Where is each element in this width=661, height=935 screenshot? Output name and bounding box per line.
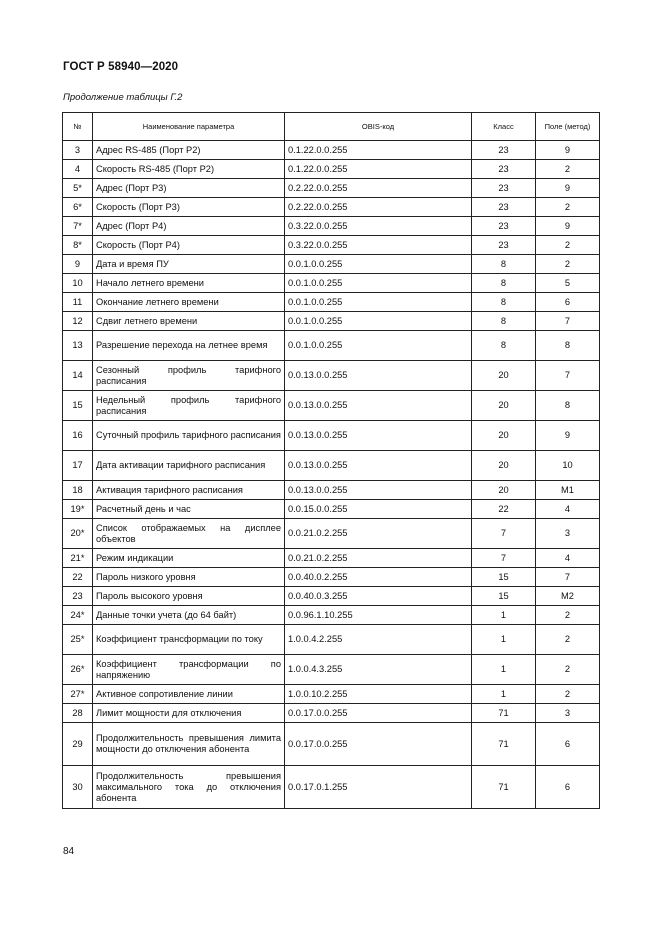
cell-obis: 0.0.15.0.0.255: [285, 500, 472, 519]
cell-obis: 0.0.40.0.2.255: [285, 568, 472, 587]
table-row: [63, 293, 600, 312]
cell-num: 23: [63, 587, 93, 606]
cell-field: 9: [536, 141, 600, 160]
cell-name: Начало летнего времени: [93, 274, 285, 293]
cell-class: 15: [472, 568, 536, 587]
table-row: [63, 587, 600, 606]
cell-field: 2: [536, 160, 600, 179]
cell-field: 7: [536, 312, 600, 331]
cell-field: M2: [536, 587, 600, 606]
cell-name: Коэффициент трансформации по току: [93, 625, 285, 655]
cell-name: Расчетный день и час: [93, 500, 285, 519]
table-row: [63, 141, 600, 160]
table-row: [63, 481, 600, 500]
header-name: Наименование параметра: [93, 113, 285, 141]
cell-obis: 0.1.22.0.0.255: [285, 141, 472, 160]
cell-name: Суточный профиль тарифного расписания: [93, 421, 285, 451]
cell-num: 22: [63, 568, 93, 587]
cell-obis: 0.2.22.0.0.255: [285, 179, 472, 198]
cell-field: 6: [536, 723, 600, 766]
cell-field: 7: [536, 568, 600, 587]
cell-num: 5*: [63, 179, 93, 198]
cell-class: 1: [472, 655, 536, 685]
cell-obis: 0.0.13.0.0.255: [285, 451, 472, 481]
cell-field: 9: [536, 217, 600, 236]
table-row: [63, 549, 600, 568]
cell-name: Разрешение перехода на летнее время: [93, 331, 285, 361]
table-row: [63, 198, 600, 217]
table-row: [63, 236, 600, 255]
cell-field: 5: [536, 274, 600, 293]
cell-num: 15: [63, 391, 93, 421]
cell-name: Сдвиг летнего времени: [93, 312, 285, 331]
cell-field: 2: [536, 606, 600, 625]
cell-num: 20*: [63, 519, 93, 549]
cell-name: Пароль высокого уровня: [93, 587, 285, 606]
table-row: [63, 655, 600, 685]
cell-class: 20: [472, 481, 536, 500]
cell-name: Адрес RS-485 (Порт P2): [93, 141, 285, 160]
cell-obis: 1.0.0.4.3.255: [285, 655, 472, 685]
cell-class: 8: [472, 293, 536, 312]
cell-class: 1: [472, 625, 536, 655]
cell-field: 4: [536, 549, 600, 568]
cell-obis: 0.0.21.0.2.255: [285, 519, 472, 549]
cell-class: 22: [472, 500, 536, 519]
cell-name: Режим индикации: [93, 549, 285, 568]
cell-name: Недельный профиль тарифного расписания: [93, 391, 285, 421]
table-row: [63, 391, 600, 421]
cell-name: Лимит мощности для отключения: [93, 704, 285, 723]
cell-num: 17: [63, 451, 93, 481]
table-row: [63, 255, 600, 274]
cell-field: 3: [536, 704, 600, 723]
cell-name: Активация тарифного расписания: [93, 481, 285, 500]
cell-class: 23: [472, 236, 536, 255]
cell-field: 10: [536, 451, 600, 481]
cell-class: 7: [472, 549, 536, 568]
cell-num: 18: [63, 481, 93, 500]
cell-class: 23: [472, 160, 536, 179]
cell-name: Список отображаемых на дисплее объектов: [93, 519, 285, 549]
table-row: [63, 625, 600, 655]
cell-obis: 0.0.17.0.0.255: [285, 723, 472, 766]
cell-obis: 0.0.1.0.0.255: [285, 274, 472, 293]
cell-num: 8*: [63, 236, 93, 255]
table-row: [63, 421, 600, 451]
cell-field: 7: [536, 361, 600, 391]
cell-obis: 0.0.40.0.3.255: [285, 587, 472, 606]
cell-name: Скорость RS-485 (Порт P2): [93, 160, 285, 179]
cell-field: M1: [536, 481, 600, 500]
cell-name: Адрес (Порт P3): [93, 179, 285, 198]
cell-name: Продолжительность превышения максимального тока до отключения абонента: [93, 766, 285, 809]
cell-obis: 0.1.22.0.0.255: [285, 160, 472, 179]
table-row: [63, 451, 600, 481]
table-header: [63, 113, 600, 141]
cell-name: Дата и время ПУ: [93, 255, 285, 274]
cell-name: Пароль низкого уровня: [93, 568, 285, 587]
cell-num: 16: [63, 421, 93, 451]
cell-field: 6: [536, 766, 600, 809]
cell-num: 12: [63, 312, 93, 331]
cell-class: 71: [472, 766, 536, 809]
cell-class: 23: [472, 217, 536, 236]
cell-class: 20: [472, 451, 536, 481]
cell-class: 15: [472, 587, 536, 606]
table-row: [63, 568, 600, 587]
header-obis: OBIS-код: [285, 113, 472, 141]
cell-obis: 0.0.13.0.0.255: [285, 421, 472, 451]
table-row: [63, 179, 600, 198]
cell-class: 23: [472, 198, 536, 217]
table-caption: Продолжение таблицы Г.2: [63, 92, 183, 103]
cell-obis: 0.0.13.0.0.255: [285, 361, 472, 391]
cell-name: Скорость (Порт P3): [93, 198, 285, 217]
cell-num: 11: [63, 293, 93, 312]
cell-obis: 0.0.17.0.1.255: [285, 766, 472, 809]
cell-num: 30: [63, 766, 93, 809]
cell-field: 9: [536, 179, 600, 198]
table-row: [63, 519, 600, 549]
cell-obis: 0.0.1.0.0.255: [285, 331, 472, 361]
cell-name: Данные точки учета (до 64 байт): [93, 606, 285, 625]
cell-class: 8: [472, 331, 536, 361]
cell-class: 8: [472, 312, 536, 331]
cell-class: 20: [472, 391, 536, 421]
table-row: [63, 361, 600, 391]
cell-num: 24*: [63, 606, 93, 625]
cell-field: 8: [536, 391, 600, 421]
cell-num: 6*: [63, 198, 93, 217]
cell-obis: 0.2.22.0.0.255: [285, 198, 472, 217]
cell-num: 7*: [63, 217, 93, 236]
cell-num: 10: [63, 274, 93, 293]
cell-name: Сезонный профиль тарифного расписания: [93, 361, 285, 391]
table-row: [63, 160, 600, 179]
cell-name: Скорость (Порт P4): [93, 236, 285, 255]
cell-class: 8: [472, 255, 536, 274]
cell-name: Дата активации тарифного расписания: [93, 451, 285, 481]
table-row: [63, 312, 600, 331]
cell-field: 4: [536, 500, 600, 519]
cell-obis: 0.3.22.0.0.255: [285, 217, 472, 236]
cell-name: Адрес (Порт P4): [93, 217, 285, 236]
cell-class: 20: [472, 421, 536, 451]
cell-num: 4: [63, 160, 93, 179]
cell-class: 23: [472, 141, 536, 160]
cell-field: 2: [536, 255, 600, 274]
cell-field: 2: [536, 685, 600, 704]
cell-num: 29: [63, 723, 93, 766]
cell-name: Коэффициент трансформации по напряжению: [93, 655, 285, 685]
cell-class: 23: [472, 179, 536, 198]
cell-field: 8: [536, 331, 600, 361]
cell-class: 71: [472, 704, 536, 723]
obis-parameters-table: [62, 112, 600, 809]
table-row: [63, 331, 600, 361]
cell-obis: 1.0.0.4.2.255: [285, 625, 472, 655]
cell-num: 27*: [63, 685, 93, 704]
cell-field: 2: [536, 198, 600, 217]
cell-num: 13: [63, 331, 93, 361]
page-number: 84: [63, 846, 75, 857]
cell-obis: 0.0.17.0.0.255: [285, 704, 472, 723]
cell-class: 71: [472, 723, 536, 766]
cell-class: 8: [472, 274, 536, 293]
cell-name: Продолжительность превышения лимита мощности до отключения абонента: [93, 723, 285, 766]
cell-obis: 0.3.22.0.0.255: [285, 236, 472, 255]
cell-num: 19*: [63, 500, 93, 519]
table-row: [63, 217, 600, 236]
document-title: ГОСТ Р 58940—2020: [63, 61, 179, 73]
cell-field: 2: [536, 625, 600, 655]
cell-obis: 0.0.1.0.0.255: [285, 312, 472, 331]
header-num: №: [63, 113, 93, 141]
cell-obis: 0.0.13.0.0.255: [285, 391, 472, 421]
table-row: [63, 500, 600, 519]
table-body: [63, 141, 600, 809]
header-field: Поле (метод): [536, 113, 600, 141]
cell-field: 2: [536, 655, 600, 685]
cell-num: 9: [63, 255, 93, 274]
cell-obis: 0.0.1.0.0.255: [285, 255, 472, 274]
cell-field: 6: [536, 293, 600, 312]
cell-name: Активное сопротивление линии: [93, 685, 285, 704]
cell-obis: 1.0.0.10.2.255: [285, 685, 472, 704]
header-class: Класс: [472, 113, 536, 141]
table-row: [63, 723, 600, 766]
cell-num: 3: [63, 141, 93, 160]
cell-class: 1: [472, 606, 536, 625]
cell-obis: 0.0.1.0.0.255: [285, 293, 472, 312]
table-row: [63, 704, 600, 723]
cell-class: 7: [472, 519, 536, 549]
cell-num: 28: [63, 704, 93, 723]
cell-num: 21*: [63, 549, 93, 568]
cell-class: 20: [472, 361, 536, 391]
cell-num: 25*: [63, 625, 93, 655]
table-row: [63, 685, 600, 704]
cell-field: 3: [536, 519, 600, 549]
table-row: [63, 766, 600, 809]
cell-name: Окончание летнего времени: [93, 293, 285, 312]
cell-class: 1: [472, 685, 536, 704]
cell-obis: 0.0.13.0.0.255: [285, 481, 472, 500]
cell-obis: 0.0.21.0.2.255: [285, 549, 472, 568]
cell-field: 9: [536, 421, 600, 451]
cell-field: 2: [536, 236, 600, 255]
cell-num: 26*: [63, 655, 93, 685]
cell-num: 14: [63, 361, 93, 391]
table-row: [63, 606, 600, 625]
cell-obis: 0.0.96.1.10.255: [285, 606, 472, 625]
table-row: [63, 274, 600, 293]
